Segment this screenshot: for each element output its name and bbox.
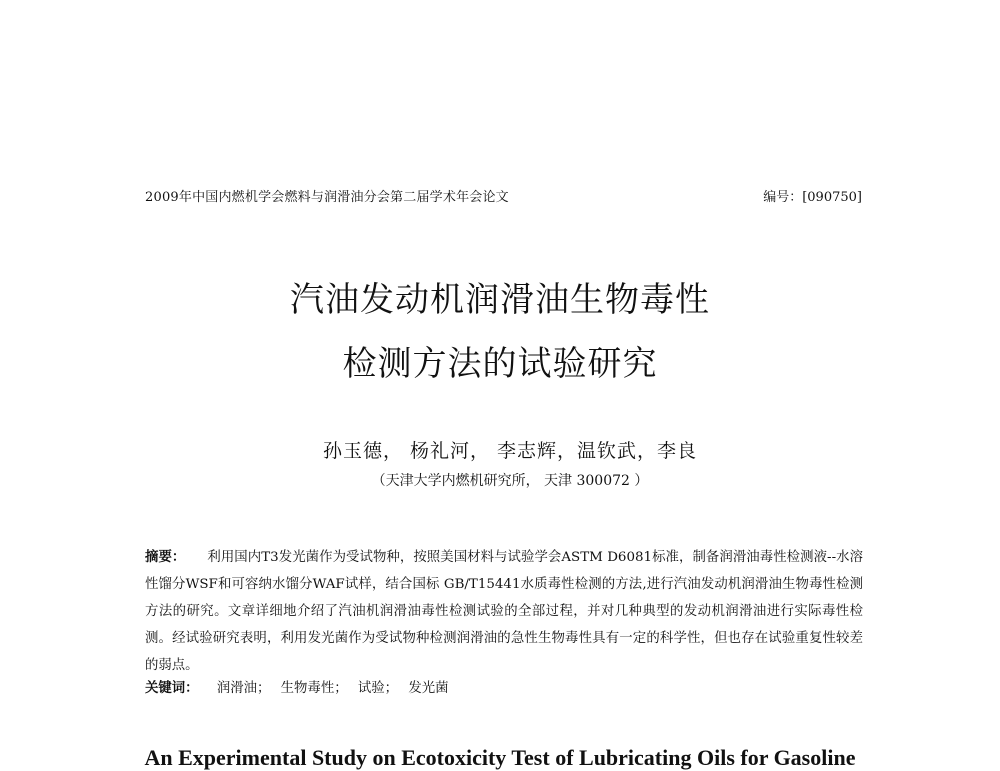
- english-title: An Experimental Study on Ecotoxicity Test of Lubricating Oils for Gasoline: [144, 745, 856, 770]
- keyword-item: 润滑油；: [216, 681, 271, 696]
- keywords: [145, 678, 863, 699]
- paper-title-line-1: 汽油发动机润滑油生物毒性: [290, 280, 710, 320]
- conference-header: 2009年中国内燃机学会燃料与润滑油分会第二届学术年会论文: [145, 190, 509, 205]
- keyword-item: 生物毒性；: [280, 681, 348, 696]
- affiliation: （天津大学内燃机研究所， 天津 300072 ）: [371, 473, 649, 489]
- paper-title-line-2: 检测方法的试验研究: [342, 344, 658, 384]
- keyword-item: 试验；: [357, 681, 399, 696]
- paper-number: 编号：[090750]: [763, 190, 862, 205]
- authors: 孙玉德， 杨礼河， 李志辉，温钦武，李良: [322, 440, 698, 462]
- keywords-label: 关键词：: [145, 680, 199, 696]
- keyword-item: 发光菌: [408, 681, 449, 696]
- abstract-text: 利用国内T3发光菌作为受试物种，按照美国材料与试验学会ASTM D6081标准，制备润滑油毒性检测液--水溶性馏分WSF和可容纳水馏分WAF试样，结合国标 GB/T15441水质毒性检测的方法,进行汽油发动机润滑油生物毒性检测方法的研究。文章详细地介绍了汽油机润滑油毒性检测试验的全部过程，并对几种典型的发动机润滑油进行实际毒性检测。经试验研究表明，利用发光菌作为受试物种检测润滑油的急性生物毒性具有一定的科学性，但也存在试验重复性较差的弱点。: [145, 550, 864, 673]
- abstract-label: 摘要：: [145, 549, 186, 565]
- abstract: [145, 544, 863, 679]
